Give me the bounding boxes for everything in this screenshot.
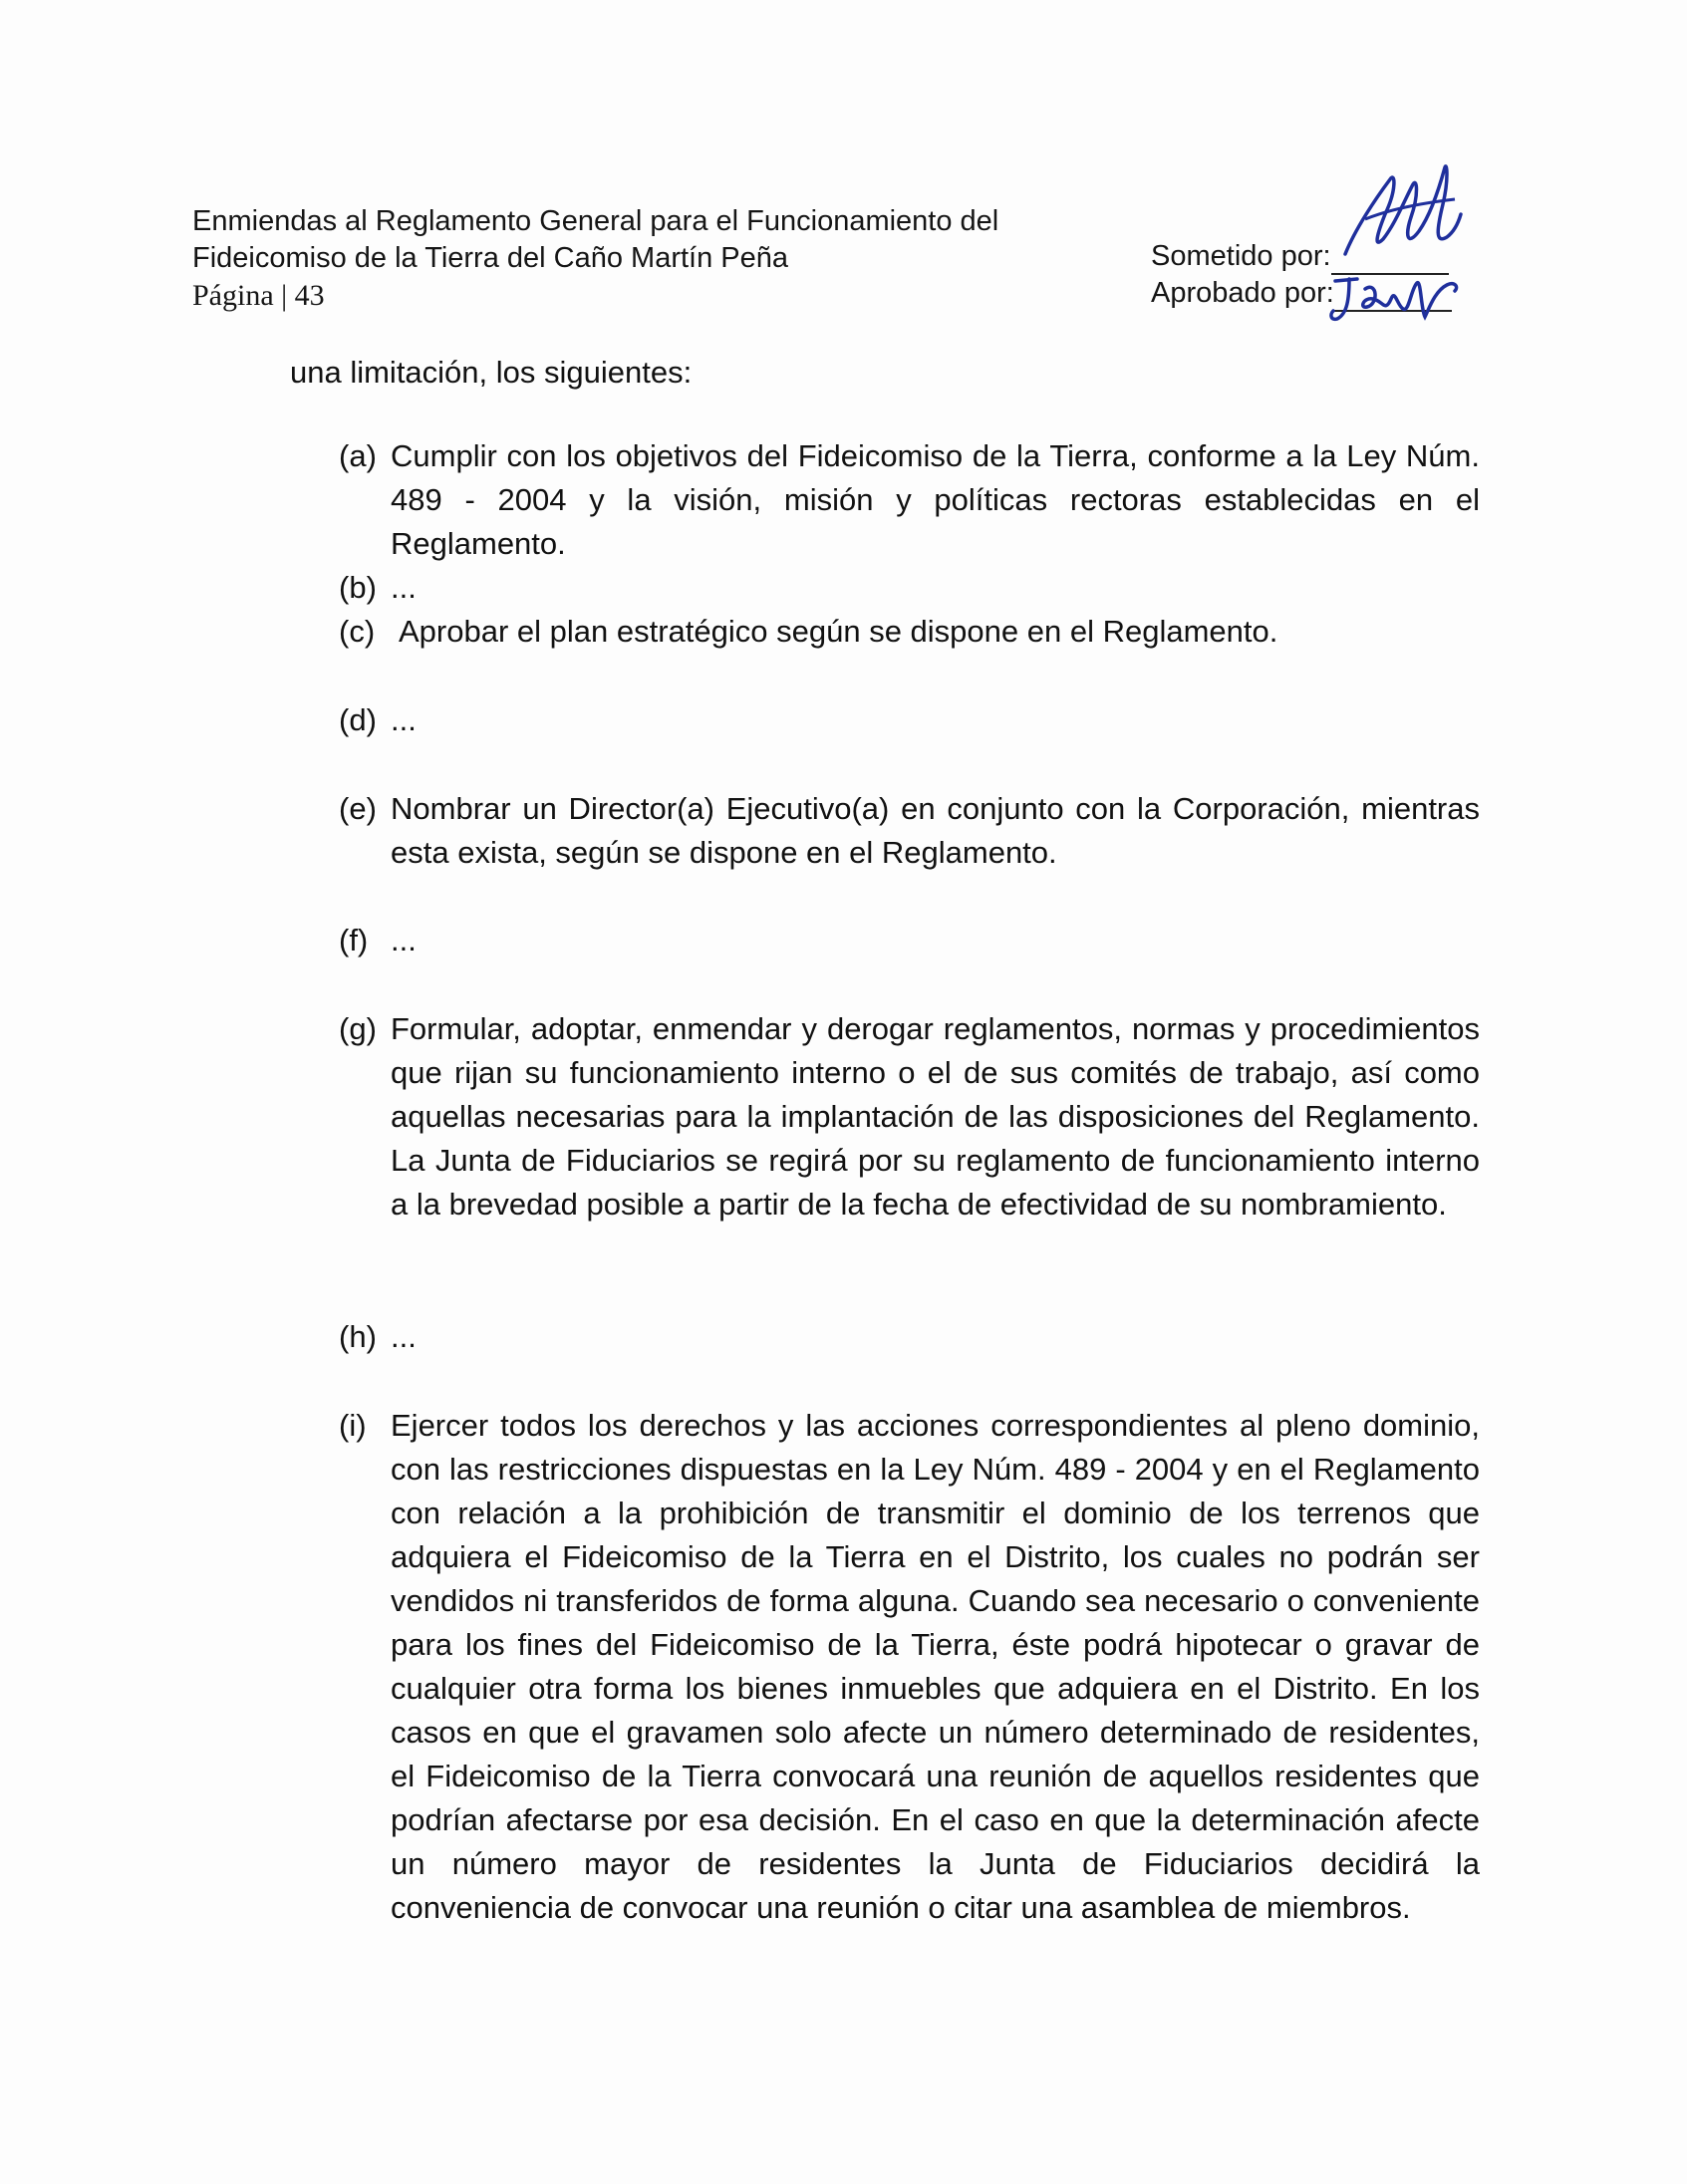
list-item-text: ... (391, 923, 417, 957)
list-item-text: Cumplir con los objetivos del Fideicomiso de la Tierra, conforme a la Ley Núm. 489 - 2004 y la visión, misión y políticas rectoras establecidas en el Reglamento. (391, 438, 1480, 561)
list-item-g (339, 1007, 1480, 1227)
list-item-text: ... (391, 1319, 417, 1354)
list-item-e (339, 787, 1480, 875)
list-item-f (339, 919, 1480, 962)
header-title-line2: Fideicomiso de la Tierra del Caño Martín Peña (192, 242, 789, 274)
list-item-c (339, 610, 1480, 654)
page-number: Página | 43 (192, 279, 325, 312)
list-item-d (339, 698, 1480, 742)
list-marker: (c) (339, 614, 376, 649)
list-marker: (e) (339, 791, 377, 826)
list-item-text: ... (391, 570, 417, 605)
list-item-text: Ejercer todos los derechos y las acciones correspondientes al pleno dominio, con las restricciones dispuestas en la Ley Núm. 489 - 2004 y en el Reglamento con relación a la prohibición de transmitir el dominio de los terrenos que adquiera el Fideicomiso de la Tierra en el Distrito, los cuales no podrán ser vendidos ni transferidos de forma alguna. Cuando sea necesario o conveniente para los fines del Fideicomiso de la Tierra, éste podrá hipotecar o gravar de cualquier otra forma los bienes inmuebles que adquiera en el Distrito. En los casos en que el gravamen solo afecte un número determinado de residentes, el Fideicomiso de la Tierra convocará una reunión de aquellos residentes que podrían afectarse por esa decisión. En el caso en que la determinación afecte un número mayor de residentes la Junta de Fiduciarios decidirá la conveniencia de convocar una reunión o citar una asamblea de miembros. (391, 1408, 1480, 1925)
list-item-text: Aprobar el plan estratégico según se dispone en el Reglamento. (399, 614, 1278, 649)
list-item-h (339, 1315, 1480, 1359)
list-item-text: ... (391, 702, 417, 737)
list-marker: (i) (339, 1408, 367, 1443)
list-item-text: Formular, adoptar, enmendar y derogar reglamentos, normas y procedimientos que rijan su funcionamiento interno o el de sus comités de trabajo, así como aquellas necesarias para la implantación de las disposiciones del Reglamento. La Junta de Fiduciarios se regirá por su reglamento de funcionamiento interno a la brevedad posible a partir de la fecha de efectividad de su nombramiento. (391, 1011, 1480, 1222)
submitted-by-label: Sometido por: (1151, 240, 1331, 272)
list-marker: (d) (339, 702, 377, 737)
list-item-a (339, 434, 1480, 566)
signature-scribble-approved (1325, 269, 1465, 329)
intro-line: una limitación, los siguientes: (290, 355, 693, 390)
approved-by-label: Aprobado por: (1151, 277, 1334, 309)
list-marker: (b) (339, 570, 377, 605)
list-marker: (h) (339, 1319, 377, 1354)
list-marker: (f) (339, 923, 369, 957)
list-marker: (g) (339, 1011, 377, 1046)
list-item-i (339, 1404, 1480, 1930)
list-marker: (a) (339, 438, 377, 473)
list-item-b (339, 566, 1480, 610)
signature-scribble-submitted (1335, 159, 1465, 269)
header-title-line1: Enmiendas al Reglamento General para el Funcionamiento del (192, 205, 999, 237)
document-header (192, 203, 998, 314)
list-item-text: Nombrar un Director(a) Ejecutivo(a) en conjunto con la Corporación, mientras esta exista, según se dispone en el Reglamento. (391, 791, 1480, 870)
